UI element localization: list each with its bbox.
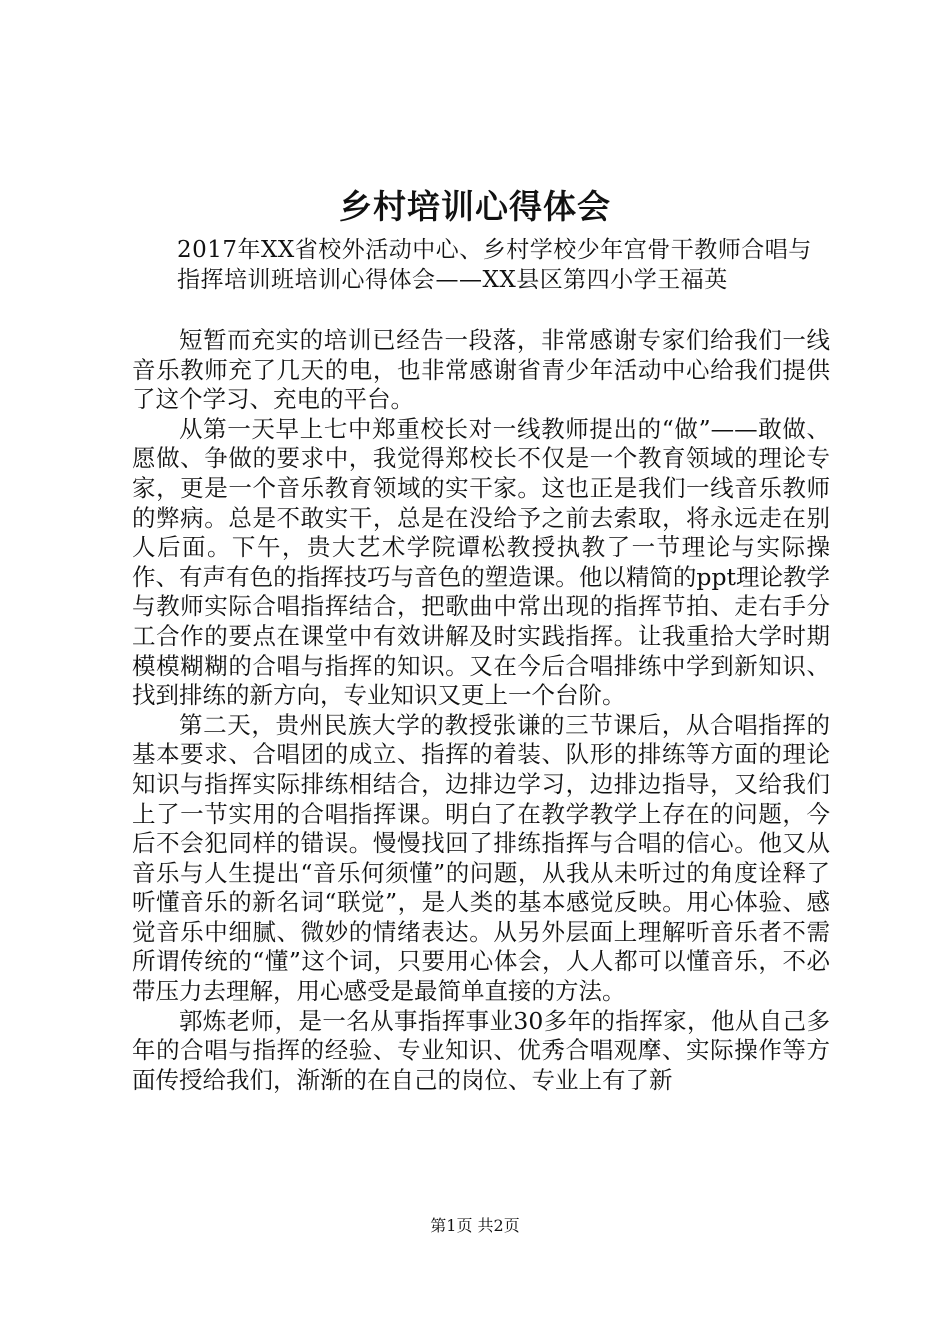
paragraph: 从第一天早上七中郑重校长对一线教师提出的“做”——敢做、愿做、争做的要求中，我觉得郑校长不仅是一个教育领域的理论专家，更是一个音乐教育领域的实干家。这也正是我们一线音乐教师的弊病。总是不敢实干，总是在没给予之前去索取，将永远走在别人后面。下午，贵大艺术学院谭松教授执教了一节理论与实际操作、有声有色的指挥技巧与音色的塑造课。他以精简的ppt理论教学与教师实际合唱指挥结合，把歌曲中常出现的指挥节拍、走右手分工合作的要点在课堂中有效讲解及时实践指挥。让我重拾大学时期模模糊糊的合唱与指挥的知识。又在今后合唱排练中学到新知识、找到排练的新方向，专业知识又更上一个台阶。 (132, 414, 830, 710)
page-footer: 第1页 共2页 (430, 1216, 520, 1235)
document-title: 乡村培训心得体会 (339, 187, 611, 226)
paragraph: 短暂而充实的培训已经告一段落，非常感谢专家们给我们一线音乐教师充了几天的电，也非常感谢省青少年活动中心给我们提供了这个学习、充电的平台。 (132, 326, 830, 414)
document-body (132, 326, 830, 1095)
paragraph: 第二天，贵州民族大学的教授张谦的三节课后，从合唱指挥的基本要求、合唱团的成立、指挥的着装、队形的排练等方面的理论知识与指挥实际排练相结合，边排边学习，边排边指导，又给我们上了一节实用的合唱指挥课。明白了在教学教学上存在的问题，今后不会犯同样的错误。慢慢找回了排练指挥与合唱的信心。他又从音乐与人生提出“音乐何须懂”的问题，从我从未听过的角度诠释了听懂音乐的新名词“联觉”，是人类的基本感觉反映。用心体验、感觉音乐中细腻、微妙的情绪表达。从另外层面上理解听音乐者不需所谓传统的“懂”这个词，只要用心体会，人人都可以懂音乐，不必带压力去理解，用心感受是最简单直接的方法。 (132, 710, 830, 1006)
document-subtitle: 2017年XX省校外活动中心、乡村学校少年宫骨干教师合唱与指挥培训班培训心得体会——XX县区第四小学王福英 (177, 237, 812, 293)
paragraph: 郭炼老师，是一名从事指挥事业30多年的指挥家，他从自己多年的合唱与指挥的经验、专业知识、优秀合唱观摩、实际操作等方面传授给我们，渐渐的在自己的岗位、专业上有了新 (132, 1006, 830, 1094)
